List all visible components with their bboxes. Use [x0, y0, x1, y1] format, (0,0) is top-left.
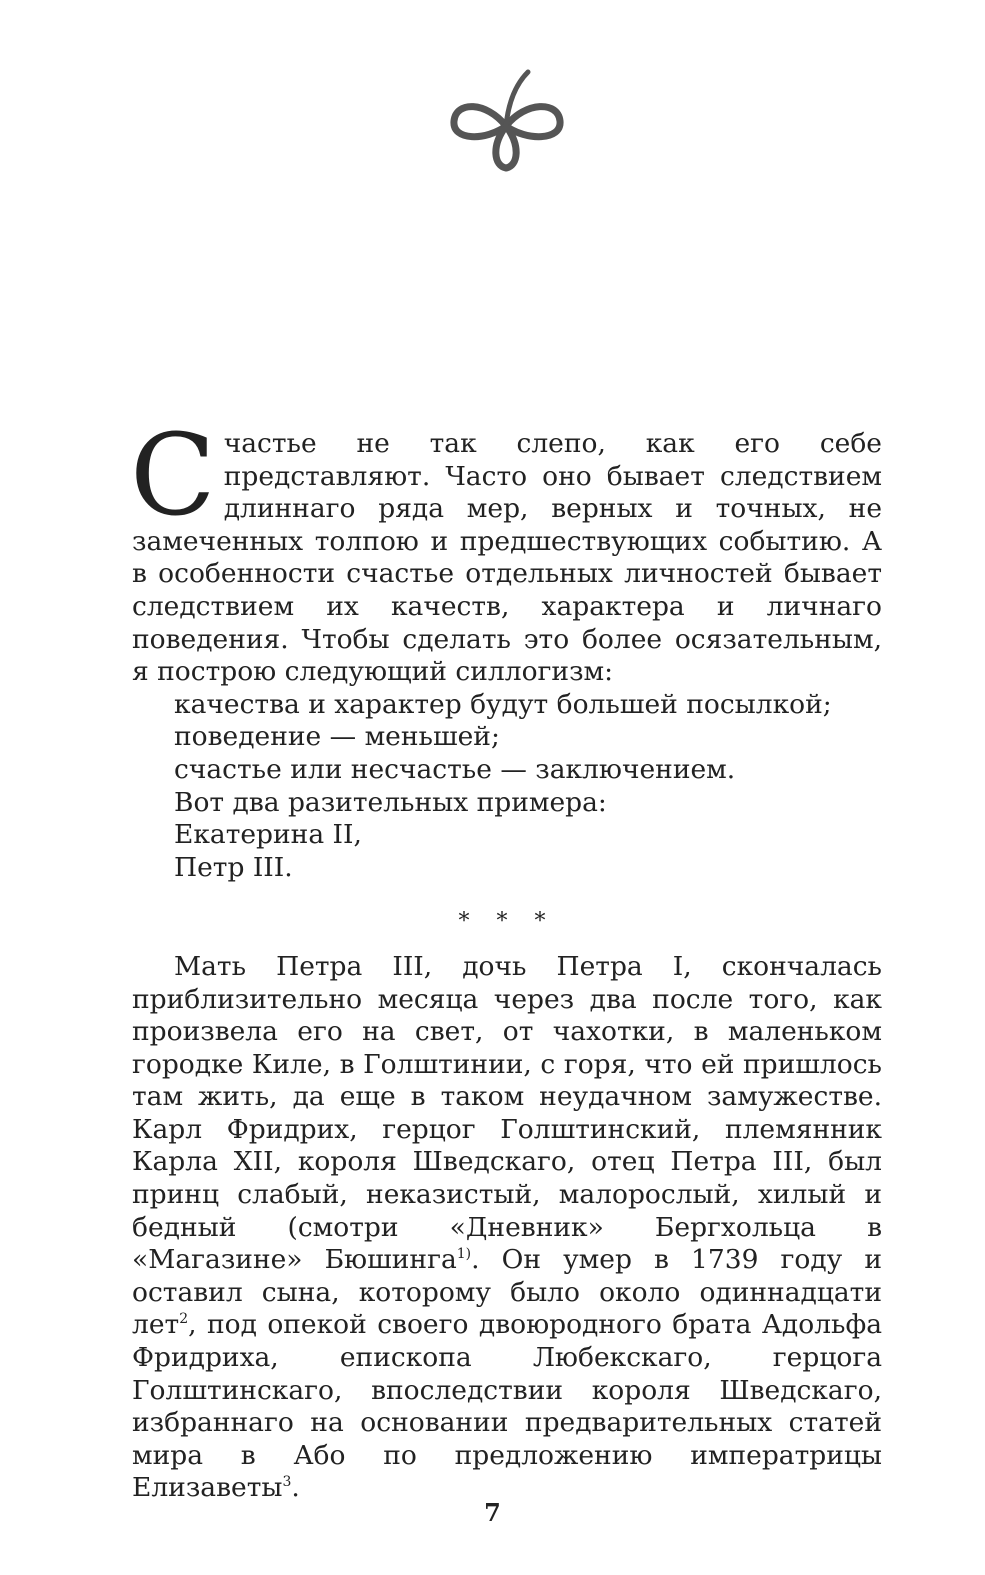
main-text: [130, 411, 882, 1505]
verse-line: счастье или несчастье — заключением.: [174, 753, 736, 785]
body-text-end: .: [291, 1472, 300, 1504]
intro-paragraph: [130, 411, 882, 689]
page-number: 7: [484, 1498, 501, 1527]
verse-line: качества и характер будут большей посылкой;: [174, 688, 832, 720]
floral-flourish-icon: [446, 66, 566, 176]
body-paragraph: [132, 951, 882, 1505]
body-text-3: , под опекой своего двоюродного брата Адольфа Фридриха, епископа Любекскаго, герцога Голштинскаго, впоследствии короля Шведскаго, избраннаго на основании предварительных статей мира в Або по предложению императрицы Елизаветы: [132, 1309, 882, 1504]
syllogism-block: [132, 689, 882, 885]
footnote-ref-3[interactable]: 3: [282, 1474, 292, 1491]
verse-line: поведение — меньшей;: [174, 721, 500, 753]
body-text-1: Мать Петра III, дочь Петра I, скончалась приблизительно месяца через два после того, как произвела его на свет, от чахотки, в маленьком городке Киле, в Голштинии, с горя, что ей пришлось там жить, да еще в таком неудачном замужестве. Карл Фридрих, герцог Голштинский, племянник Карла XII, короля Шведскаго, отец Петра III, был принц слабый, неказистый, малорослый, хилый и бедный (смотри «Дневник» Бергхольца в «Магазине» Бюшинга: [132, 950, 882, 1276]
section-separator: * * *: [458, 909, 556, 935]
body-text-2: . Он умер в 1739 году и оставил сына, которому было около одиннадцати лет: [132, 1244, 882, 1341]
verse-line: Вот два разительных примера:: [174, 786, 607, 818]
ornament-svg: [446, 66, 566, 176]
verse-line: Екатерина II,: [174, 819, 362, 851]
drop-cap: С: [130, 411, 216, 541]
verse-line: Петр III.: [174, 851, 293, 883]
footnote-ref-1[interactable]: 1): [456, 1246, 472, 1263]
footnote-ref-2[interactable]: 2: [179, 1311, 189, 1328]
intro-text: частье не так слепо, как его себе представляют. Часто оно бывает следствием длиннаго ряда мер, верных и точных, не замеченных толпою и предшествующих событию. А в особенности счастье отдельных личностей бывает следствием их качеств, характера и личнаго поведения. Чтобы сделать это более осязательным, я построю следующий силлогизм:: [132, 428, 882, 688]
